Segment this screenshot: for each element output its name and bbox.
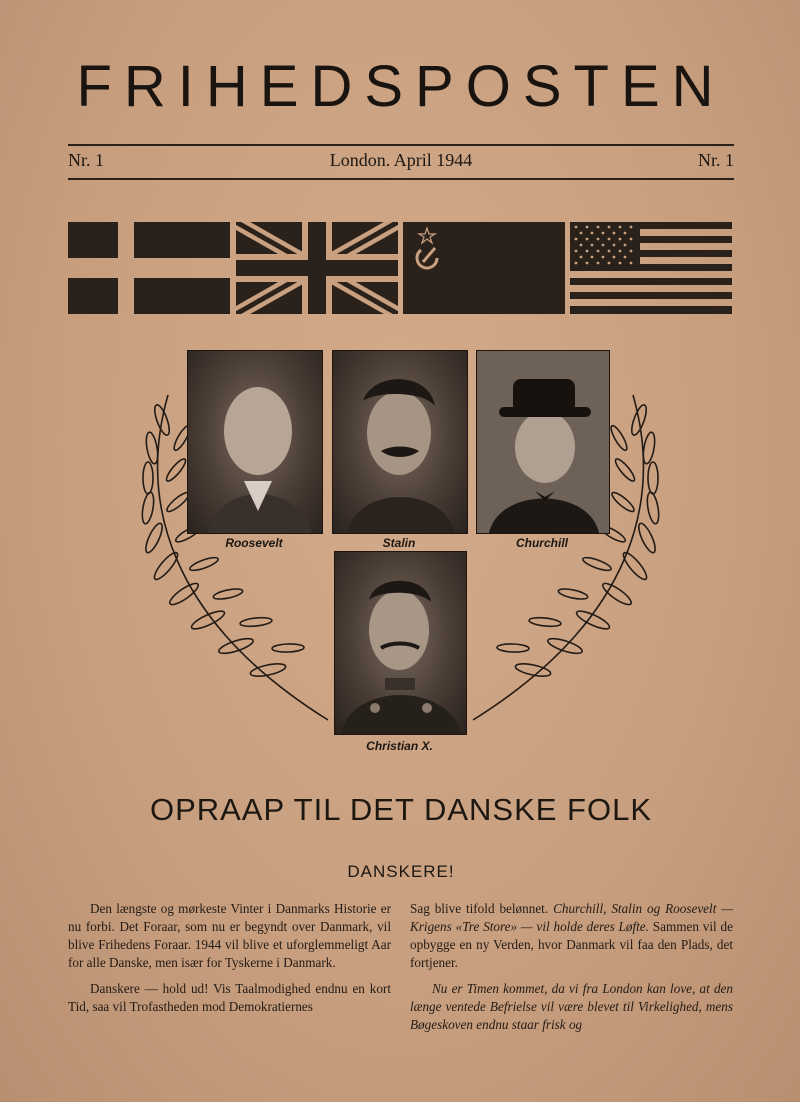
flag-denmark-quarter <box>68 222 118 258</box>
article-text-italic: Churchill, Stalin og Roosevelt — Krigens «Tre Store» — vil holde deres Løfte. <box>410 901 733 934</box>
portrait-churchill <box>476 350 610 534</box>
flag-united-states <box>570 222 732 314</box>
portrait-roosevelt <box>187 350 323 534</box>
masthead-rule-top <box>68 144 734 146</box>
issue-number-left: Nr. 1 <box>68 150 104 170</box>
caption-roosevelt: Roosevelt <box>225 536 283 550</box>
article-column-left <box>68 900 391 1024</box>
headline: OPRAAP TIL DET DANSKE FOLK <box>149 792 653 827</box>
article-column-right <box>410 900 733 1042</box>
caption-stalin: Stalin <box>382 536 416 550</box>
issue-number-right: Nr. 1 <box>698 150 734 170</box>
subhead: DANSKERE! <box>347 862 455 881</box>
portrait-christian-x <box>334 551 467 735</box>
article-text: Sag blive tifold belønnet. <box>410 901 554 916</box>
article-paragraph: Danskere — hold ud! Vis Taalmodighed endnu en kort Tid, saa vil Trofastheden mod Demokratiernes <box>68 981 391 1014</box>
article-paragraph: Nu er Timen kommet, da vi fra London kan love, at den længe ventede Befrielse vil være blevet til Virkelighed, mens Bøgeskoven endnu staar frisk og <box>410 981 733 1032</box>
portrait-stalin <box>332 350 468 534</box>
article-paragraph <box>410 900 733 972</box>
masthead-rule-bottom <box>68 178 734 180</box>
caption-churchill: Churchill <box>515 536 568 550</box>
article-paragraph: Den længste og mørkeste Vinter i Danmarks Historie er nu forbi. Det Foraar, som nu er begyndt over Danmark, vil blive Frihedens Foraar. 1944 vil blive et uforglemmeligt Aar for alle Danske, men især for Tyskerne i Danmark. <box>68 901 391 970</box>
article-text: Sammen vil de opbygge en ny Verden, hvor Danmark vil faa den Plads, det fortjener. <box>410 919 733 970</box>
flag-soviet-union <box>403 222 565 314</box>
caption-christian-x: Christian X. <box>366 739 433 753</box>
flag-denmark-norway <box>68 222 230 314</box>
stars-canton <box>570 222 640 271</box>
masthead-title: FRIHEDSPOSTEN <box>76 54 726 119</box>
flag-united-kingdom <box>236 222 398 314</box>
issue-line <box>68 150 734 174</box>
issue-place-date: London. April 1944 <box>329 150 473 170</box>
